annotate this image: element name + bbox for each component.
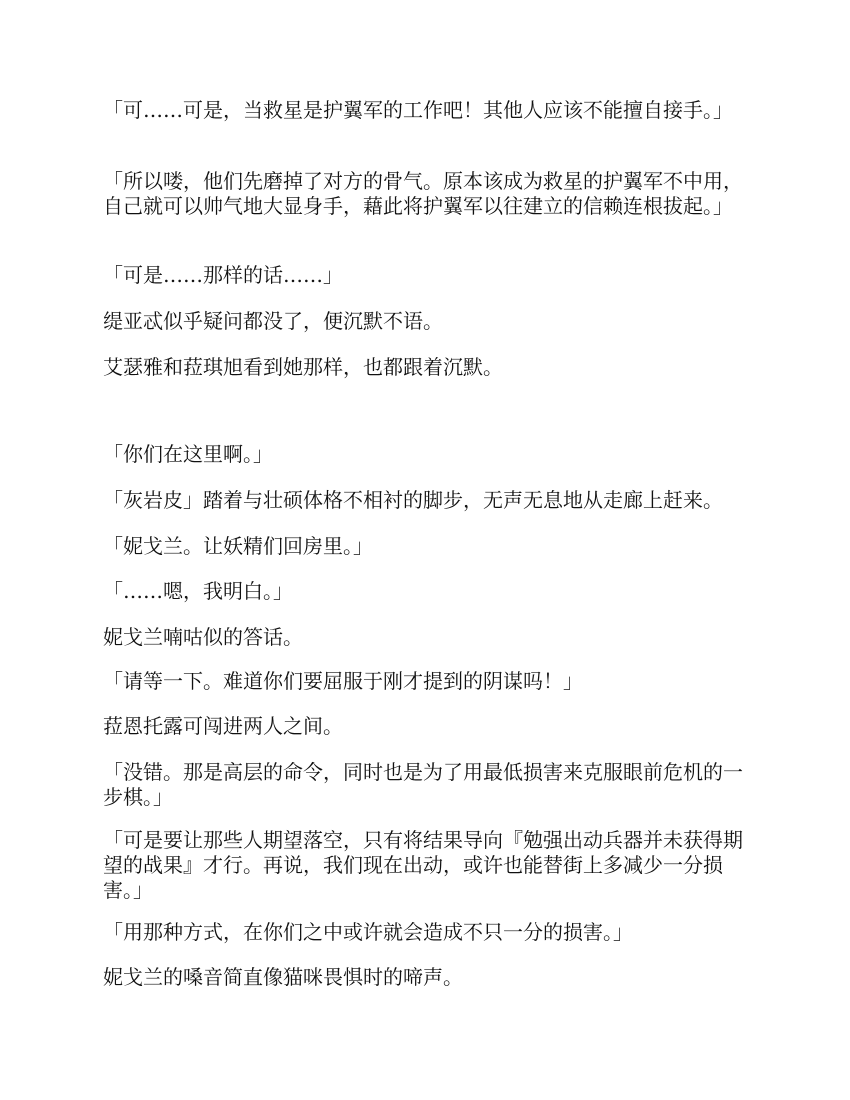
paragraph-1: 「可……可是，当救星是护翼军的工作吧！其他人应该不能擅自接手。」 xyxy=(103,98,733,122)
paragraph-5: 艾瑟雅和菈琪旭看到她那样，也都跟着沉默。 xyxy=(103,355,503,379)
paragraph-10: 妮戈兰喃咕似的答话。 xyxy=(103,625,303,649)
paragraph-15: 「用那种方式，在你们之中或许就会造成不只一分的损害。」 xyxy=(103,920,633,944)
paragraph-3: 「可是……那样的话……」 xyxy=(103,263,343,287)
paragraph-11: 「请等一下。难道你们要屈服于刚才提到的阴谋吗！」 xyxy=(103,669,583,693)
paragraph-12: 菈恩托露可闯进两人之间。 xyxy=(103,714,343,738)
paragraph-2: 「所以喽，他们先磨掉了对方的骨气。原本该成为救星的护翼军不中用，自己就可以帅气地大显身手，藉此将护翼军以往建立的信赖连根拔起。」 xyxy=(103,169,743,218)
paragraph-16: 妮戈兰的嗓音简直像猫咪畏惧时的啼声。 xyxy=(103,965,463,989)
paragraph-7: 「灰岩皮」踏着与壮硕体格不相衬的脚步，无声无息地从走廊上赶来。 xyxy=(103,488,723,512)
paragraph-9: 「……嗯，我明白。」 xyxy=(103,579,293,603)
paragraph-14: 「可是要让那些人期望落空，只有将结果导向『勉强出动兵器并未获得期望的战果』才行。再说，我们现在出动，或许也能替街上多减少一分损害。」 xyxy=(103,828,743,902)
paragraph-8: 「妮戈兰。让妖精们回房里。」 xyxy=(103,534,373,558)
paragraph-13: 「没错。那是高层的命令，同时也是为了用最低损害来克服眼前危机的一步棋。」 xyxy=(103,760,743,809)
paragraph-6: 「你们在这里啊。」 xyxy=(103,442,273,466)
paragraph-4: 缇亚忒似乎疑问都没了，便沉默不语。 xyxy=(103,309,443,333)
